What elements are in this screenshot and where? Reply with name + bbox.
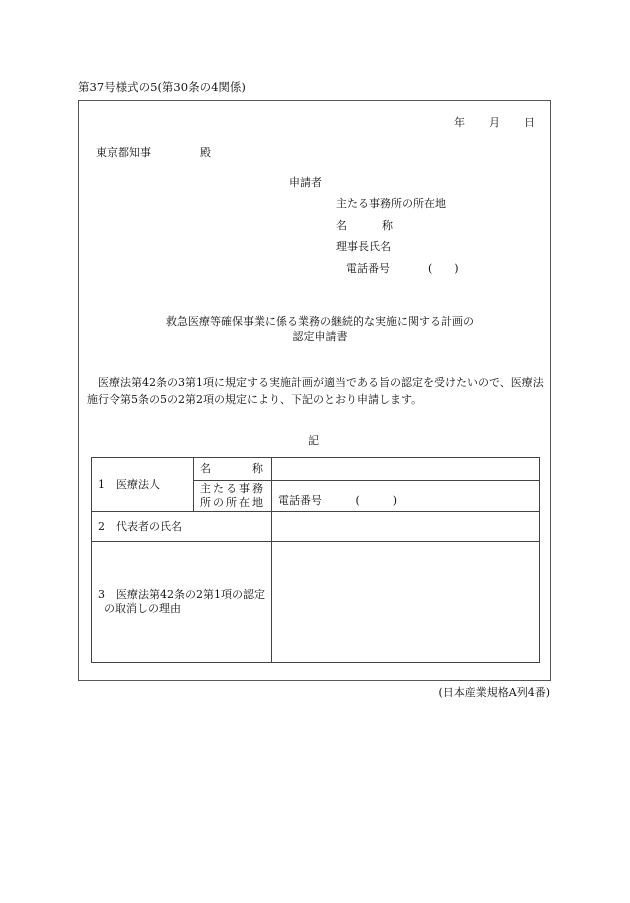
applicant-label: 申請者 xyxy=(289,176,322,189)
body-paragraph: 医療法第42条の3第1項に規定する実施計画が適当である旨の認定を受けたいので、医療法施行令第5条の5の2第2項の規定により、下記のとおり申請します。 xyxy=(87,376,544,406)
form-number: 第37号様式の5(第30条の4関係) xyxy=(78,80,246,94)
office-label-line-1: 主たる事務 xyxy=(200,482,265,495)
paper-standard-note: (日本産業規格A列4番) xyxy=(438,686,550,699)
revocation-reason-value-cell[interactable] xyxy=(272,542,540,663)
revocation-reason-label-line-1: 3 医療法第42条の2第1項の認定 xyxy=(98,588,265,601)
office-value-cell[interactable] xyxy=(272,481,540,512)
title-line-2: 認定申請書 xyxy=(292,330,348,343)
office-address-label: 主たる事務所の所在地 xyxy=(336,197,446,210)
row1-label-cell xyxy=(92,458,194,512)
name-value-cell[interactable] xyxy=(272,458,540,481)
document-title xyxy=(120,314,520,344)
representative-value-cell[interactable] xyxy=(272,512,540,542)
date-month-label: 月 xyxy=(489,116,500,129)
applicant-name-label-2: 称 xyxy=(382,219,393,232)
phone-label: 電話番号 xyxy=(346,262,390,275)
table-phone-parentheses: ( ) xyxy=(355,494,398,507)
applicant-name-label-1: 名 xyxy=(336,219,347,232)
revocation-reason-label-line-2: の取消しの理由 xyxy=(104,602,181,615)
name-label-2: 称 xyxy=(252,462,263,475)
phone-parentheses: ( ) xyxy=(428,262,459,275)
office-label-cell xyxy=(194,481,272,512)
title-line-1: 救急医療等確保事業に係る業務の継続的な実施に関する計画の xyxy=(166,315,474,328)
director-name-label: 理事長氏名 xyxy=(336,240,391,253)
date-year-label: 年 xyxy=(454,116,465,129)
office-label-line-2: 所の所在地 xyxy=(200,496,265,509)
addressee-honorific: 殿 xyxy=(200,146,211,159)
date-day-label: 日 xyxy=(524,116,535,129)
name-label-cell xyxy=(194,458,272,481)
addressee-name: 東京都知事 xyxy=(96,146,151,159)
record-heading: 記 xyxy=(308,434,319,447)
detail-table xyxy=(91,457,540,663)
revocation-reason-label-cell xyxy=(92,542,272,663)
representative-label-cell xyxy=(92,512,272,542)
representative-label: 2 代表者の氏名 xyxy=(98,519,182,533)
table-phone-label: 電話番号 xyxy=(278,494,322,507)
name-label-1: 名 xyxy=(200,462,211,475)
row1-label: 1 医療法人 xyxy=(98,477,160,491)
